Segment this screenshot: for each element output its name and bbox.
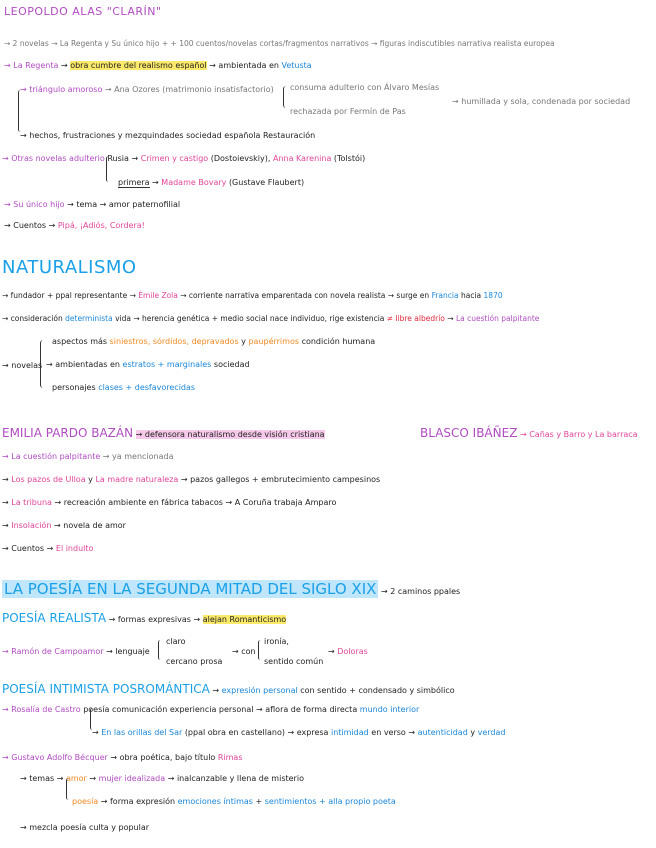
fundador-line bbox=[2, 290, 503, 301]
arrow: → bbox=[2, 498, 9, 507]
clases: clases + desfavorecidas bbox=[98, 383, 196, 392]
pazos-desc: → pazos gallegos + embrutecimiento campesinos bbox=[180, 475, 381, 484]
brace bbox=[66, 778, 71, 800]
nace-individuo: nace individuo, rige existencia bbox=[269, 314, 385, 323]
arrow: → bbox=[56, 774, 64, 783]
y: y bbox=[88, 475, 93, 484]
arrow: → bbox=[328, 647, 335, 656]
su-unico-hijo-line bbox=[4, 199, 180, 210]
temas: → temas bbox=[20, 774, 55, 783]
rimas: Rimas bbox=[217, 753, 243, 762]
claro: claro bbox=[166, 637, 186, 646]
hacia: hacia bbox=[460, 291, 482, 300]
trabaja-amparo: trabaja Amparo bbox=[274, 498, 337, 507]
siniestros: siniestros, bbox=[109, 337, 151, 346]
caminos: → 2 caminos ppales bbox=[380, 587, 461, 596]
regenta-line bbox=[4, 60, 312, 71]
aspectos: aspectos más bbox=[52, 337, 108, 346]
arrow: → bbox=[212, 686, 220, 695]
arrow: → bbox=[92, 728, 99, 737]
plus: + bbox=[255, 797, 263, 806]
doloras-line bbox=[328, 646, 368, 657]
anna-karenina: Anna Karenina bbox=[272, 154, 332, 163]
estratos: estratos + marginales bbox=[122, 360, 212, 369]
mezcla: → mezcla poesía culta y popular bbox=[20, 823, 150, 832]
tolstoi: (Tolstói) bbox=[333, 154, 366, 163]
sentido-condensado: con sentido + condensado y simbólico bbox=[300, 686, 455, 695]
ya-mencionada: → ya mencionada bbox=[102, 452, 174, 461]
cercano-prosa: cercano prosa bbox=[166, 657, 223, 666]
arrow: → bbox=[131, 154, 139, 163]
temas-line bbox=[20, 773, 304, 784]
otras-novelas-line bbox=[2, 153, 365, 164]
pauperrimos: paupérrimos bbox=[248, 337, 300, 346]
primera-line bbox=[118, 177, 304, 188]
novela-amor: → novela de amor bbox=[54, 521, 126, 530]
sordidos: sórdidos, bbox=[152, 337, 190, 346]
triangulo-line bbox=[20, 84, 274, 95]
tema-amor: → tema → amor paternofilial bbox=[67, 200, 181, 209]
tribuna-line bbox=[2, 497, 336, 508]
vetusta: Vetusta bbox=[281, 61, 312, 70]
blasco-line bbox=[420, 428, 638, 440]
su-unico-hijo: → Su único hijo bbox=[4, 200, 65, 209]
regenta-ambientada: → ambientada en bbox=[209, 61, 279, 70]
primera-label: primera bbox=[118, 178, 150, 187]
poesia-title-line bbox=[2, 580, 460, 601]
rusia: Rusia bbox=[107, 154, 129, 163]
regenta-highlight: obra cumbre del realismo español bbox=[70, 61, 207, 70]
brace bbox=[18, 90, 23, 132]
campoamor-line bbox=[2, 646, 150, 657]
madame-bovary: Madame Bovary bbox=[161, 178, 227, 187]
rosalia-line bbox=[2, 704, 419, 715]
flaubert: (Gustave Flaubert) bbox=[228, 178, 305, 187]
expresion-personal: expresión personal bbox=[221, 686, 298, 695]
consideracion: → consideración bbox=[2, 314, 63, 323]
humillada: → humillada y sola, condenada por sociedad bbox=[452, 97, 631, 106]
libre-albedrio: ≠ libre albedrío bbox=[386, 314, 445, 323]
sentimientos: sentimientos + alla propio poeta bbox=[264, 797, 396, 806]
pardo-title: EMILIA PARDO BAZÁN bbox=[2, 426, 134, 440]
mujer-idealizada: mujer idealizada bbox=[98, 774, 166, 783]
clarin-cuentos-line bbox=[4, 220, 145, 231]
formas: → formas expresivas → bbox=[108, 615, 201, 624]
comunicacion: comunicación experiencia personal → aflora de forma directa bbox=[111, 705, 358, 714]
hechos: → hechos, frustraciones y mezquindades sociedad española Restauración bbox=[20, 131, 316, 140]
clarin-intro: → 2 novelas → La Regenta y Su único hijo + + 100 cuentos/novelas cortas/fragmentos narrativos → figuras indiscutibles narrativa realista europea bbox=[4, 39, 555, 48]
consuma: consuma adulterio con Álvaro Mesías bbox=[290, 83, 440, 92]
ambientadas-line bbox=[46, 359, 250, 370]
realista-title: POESÍA REALISTA bbox=[2, 611, 107, 625]
blasco-title: BLASCO IBÁÑEZ bbox=[420, 426, 518, 440]
ironia: ironía, bbox=[264, 637, 289, 646]
arrow: → bbox=[447, 314, 454, 323]
francia: Francia bbox=[431, 291, 459, 300]
cuentos-titles: Pipá, ¡Adiós, Cordera! bbox=[57, 221, 145, 230]
depravados: depravados bbox=[191, 337, 239, 346]
ambientadas: → ambientadas en bbox=[46, 360, 120, 369]
personajes-line bbox=[52, 382, 195, 393]
arrow: → bbox=[60, 61, 68, 70]
naturalismo-title: NATURALISMO bbox=[2, 257, 137, 278]
fundador-label: → fundador + ppal representante → bbox=[2, 291, 136, 300]
pardo-defensora: → defensora naturalismo desde visión cristiana bbox=[135, 430, 325, 439]
emociones-intimas: emociones íntimas bbox=[177, 797, 253, 806]
personajes: personajes bbox=[52, 383, 96, 392]
orillas-line bbox=[92, 727, 505, 738]
pardo-cuestion-line bbox=[2, 451, 173, 462]
poesia-row bbox=[72, 796, 396, 807]
insolacion-line bbox=[2, 520, 126, 531]
novelas-label: → novelas bbox=[2, 361, 43, 370]
poesia-word: poesía bbox=[83, 705, 110, 714]
arrow: → bbox=[89, 774, 97, 783]
aspectos-line bbox=[52, 336, 375, 347]
becquer-line bbox=[2, 752, 243, 763]
orillas-sar: En las orillas del Sar bbox=[101, 728, 183, 737]
sentido-comun: sentido común bbox=[264, 657, 324, 666]
ana-ozores: → Ana Ozores (matrimonio insatisfactorio) bbox=[104, 85, 274, 94]
poesia-title: LA POESÍA EN LA SEGUNDA MITAD DEL SIGLO XIX bbox=[4, 580, 377, 598]
determinista: determinista bbox=[65, 314, 113, 323]
arrow: → bbox=[2, 521, 9, 530]
poesia-word: poesía bbox=[72, 797, 99, 806]
pardo-title-line bbox=[2, 428, 325, 440]
lenguaje: → lenguaje bbox=[106, 647, 150, 656]
ppal-obra: (ppal obra en castellano) → expresa bbox=[184, 728, 329, 737]
regenta-label: → La Regenta bbox=[4, 61, 59, 70]
brace bbox=[283, 86, 289, 108]
campoamor: → Ramón de Campoamor bbox=[2, 647, 104, 656]
amor: amor bbox=[65, 774, 87, 783]
brace bbox=[258, 640, 263, 660]
corriente: → corriente narrativa emparentada con novela realista → surge en bbox=[180, 291, 430, 300]
rosalia: → Rosalía de Castro bbox=[2, 705, 81, 714]
rechazada: rechazada por Fermín de Pas bbox=[290, 107, 406, 116]
emile-zola: Émile Zola bbox=[138, 291, 178, 300]
el-indulto: El indulto bbox=[55, 544, 94, 553]
y: y bbox=[470, 728, 476, 737]
pardo-cuentos-line bbox=[2, 543, 93, 554]
brace bbox=[106, 156, 111, 182]
sociedad: sociedad bbox=[213, 360, 250, 369]
en-verso: en verso → bbox=[371, 728, 416, 737]
insolacion: Insolación bbox=[11, 521, 52, 530]
forma-expresion: → forma expresión bbox=[100, 797, 176, 806]
pazos-ulloa: Los pazos de Ulloa bbox=[11, 475, 86, 484]
mundo-interior: mundo interior bbox=[359, 705, 420, 714]
madre-naturaleza: La madre naturaleza bbox=[95, 475, 179, 484]
cuentos-label: → Cuentos → bbox=[2, 544, 54, 553]
y: y bbox=[241, 337, 246, 346]
pardo-cuestion: → La cuestión palpitante bbox=[2, 452, 101, 461]
intimista-line bbox=[2, 681, 455, 699]
con: → con bbox=[232, 647, 256, 656]
vida-herencia: vida → herencia genética + medio social bbox=[115, 314, 268, 323]
alejan: alejan Romanticismo bbox=[202, 615, 287, 624]
triangulo-label: → triángulo amoroso bbox=[20, 85, 103, 94]
verdad: verdad bbox=[477, 728, 506, 737]
autenticidad: autenticidad bbox=[417, 728, 468, 737]
doloras: Doloras bbox=[337, 647, 368, 656]
brace bbox=[158, 640, 163, 660]
cuentos-label: → Cuentos → bbox=[4, 221, 56, 230]
clarin-title: LEOPOLDO ALAS "CLARÍN" bbox=[4, 5, 162, 18]
arrow: → bbox=[2, 475, 9, 484]
crimen-y-castigo: Crimen y castigo bbox=[140, 154, 209, 163]
inalcanzable: → inalcanzable y llena de misterio bbox=[167, 774, 304, 783]
tribuna-desc: → recreación ambiente en fábrica tabacos → A Coruña bbox=[54, 498, 272, 507]
condicion: condición humana bbox=[301, 337, 376, 346]
obra-poetica: → obra poética, bajo título bbox=[110, 753, 216, 762]
year-1870: 1870 bbox=[483, 291, 503, 300]
otras-label: → Otras novelas adulterio bbox=[2, 154, 105, 163]
intimista-title: POESÍA INTIMISTA POSROMÁNTICA bbox=[2, 682, 210, 696]
cuestion-palpitante: La cuestión palpitante bbox=[455, 314, 540, 323]
intimidad: intimidad bbox=[331, 728, 369, 737]
consideracion-line bbox=[2, 313, 539, 324]
becquer: → Gustavo Adolfo Bécquer bbox=[2, 753, 108, 762]
blasco-works: → Cañas y Barro y La barraca bbox=[519, 430, 638, 439]
la-tribuna: La tribuna bbox=[11, 498, 52, 507]
pazos-line bbox=[2, 474, 380, 485]
dostoievskiy: (Dostoievskiy), bbox=[210, 154, 271, 163]
arrow: → bbox=[152, 178, 159, 187]
realista-line bbox=[2, 610, 286, 628]
